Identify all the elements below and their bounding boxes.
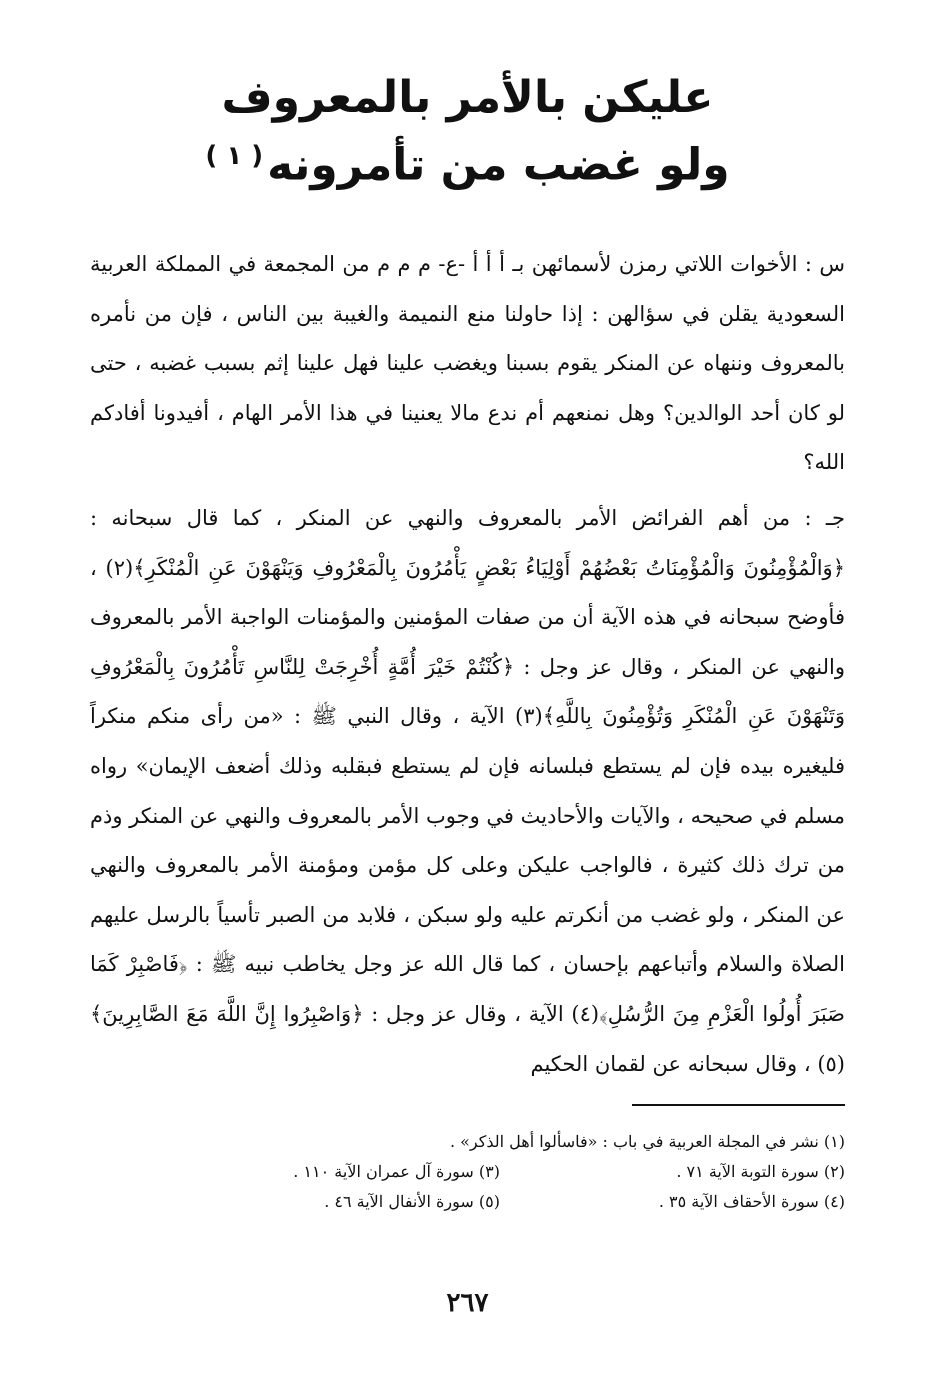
title-line-2 — [90, 128, 845, 194]
footnote-3: (٣) سورة آل عمران الآية ١١٠ . — [293, 1162, 500, 1181]
footnote-row-1 — [90, 1127, 845, 1157]
footnote-separator — [632, 1104, 845, 1106]
footnote-1: (١) نشر في المجلة العربية في باب : «فاسألوا أهل الذكر» . — [449, 1132, 845, 1151]
footnote-5: (٥) سورة الأنفال الآية ٤٦ . — [324, 1192, 500, 1211]
question-paragraph: س : الأخوات اللاتي رمزن لأسمائهن بـ أ أ أ -ع- م م م من المجمعة في المملكة العربية السعودية يقلن في سؤالهن : إذا حاولنا منع النميمة والغيبة بين الناس ، فإن من نأمره بالمعروف وننهاه عن المنكر يقوم بسبنا ويغضب علينا فهل علينا إثم بسبب غضبه ، حتى لو كان أحد الوالدين؟ وهل نمنعهم أم ندع مالا يعنينا في هذا الأمر الهام ، أفيدونا أفادكم الله؟ — [90, 252, 845, 475]
footnotes — [90, 1127, 845, 1217]
answer-paragraph: جـ : من أهم الفرائض الأمر بالمعروف والنهي عن المنكر ، كما قال سبحانه : ﴿وَالْمُؤْمِنُونَ وَالْمُؤْمِنَاتُ بَعْضُهُمْ أَوْلِيَاءُ بَعْضٍ يَأْمُرُونَ بِالْمَعْرُوفِ وَيَنْهَوْنَ عَنِ الْمُنْكَرِ﴾(٢) ، فأوضح سبحانه في هذه الآية أن من صفات المؤمنين والمؤمنات الواجبة الأمر بالمعروف والنهي عن المنكر ، وقال عز وجل : ﴿كُنْتُمْ خَيْرَ أُمَّةٍ أُخْرِجَتْ لِلنَّاسِ تَأْمُرُونَ بِالْمَعْرُوفِ وَتَنْهَوْنَ عَنِ الْمُنْكَرِ وَتُؤْمِنُونَ بِاللَّهِ﴾(٣) الآية ، وقال النبي ﷺ : «من رأى منكم منكراً فليغيره بيده فإن لم يستطع فبلسانه فإن لم يستطع فبقلبه وذلك أضعف الإيمان» رواه مسلم في صحيحه ، والآيات والأحاديث في وجوب الأمر بالمعروف والنهي عن المنكر وذم من ترك ذلك كثيرة ، فالواجب عليكن وعلى كل مؤمن ومؤمنة الأمر بالمعروف والنهي عن المنكر ، ولو غضب من أنكرتم عليه ولو سبكن ، فلابد من الصبر تأسياً بالرسل عليهم الصلاة والسلام وأتباعهم بإحسان ، كما قال الله عز وجل يخاطب نبيه ﷺ : ﴿فَاصْبِرْ كَمَا صَبَرَ أُولُوا الْعَزْمِ مِنَ الرُّسُلِ﴾(٤) الآية ، وقال عز وجل : ﴿وَاصْبِرُوا إِنَّ اللَّهَ مَعَ الصَّابِرِينَ﴾(٥) ، وقال سبحانه عن لقمان الحكيم — [90, 505, 846, 1076]
footnote-2: (٢) سورة التوبة الآية ٧١ . — [676, 1162, 845, 1181]
title-line-1: عليكن بالأمر بالمعروف — [221, 72, 714, 123]
footnote-row-2 — [90, 1157, 845, 1187]
footnote-4: (٤) سورة الأحقاف الآية ٣٥ . — [658, 1192, 845, 1211]
body-text — [90, 240, 845, 1089]
title-footnote-marker: ( ١ ) — [205, 141, 264, 171]
footnote-row-3 — [90, 1187, 845, 1217]
page-number: ٢٦٧ — [446, 1288, 489, 1318]
title-line-2-text: ولو غضب من تأمرونه — [267, 139, 730, 191]
